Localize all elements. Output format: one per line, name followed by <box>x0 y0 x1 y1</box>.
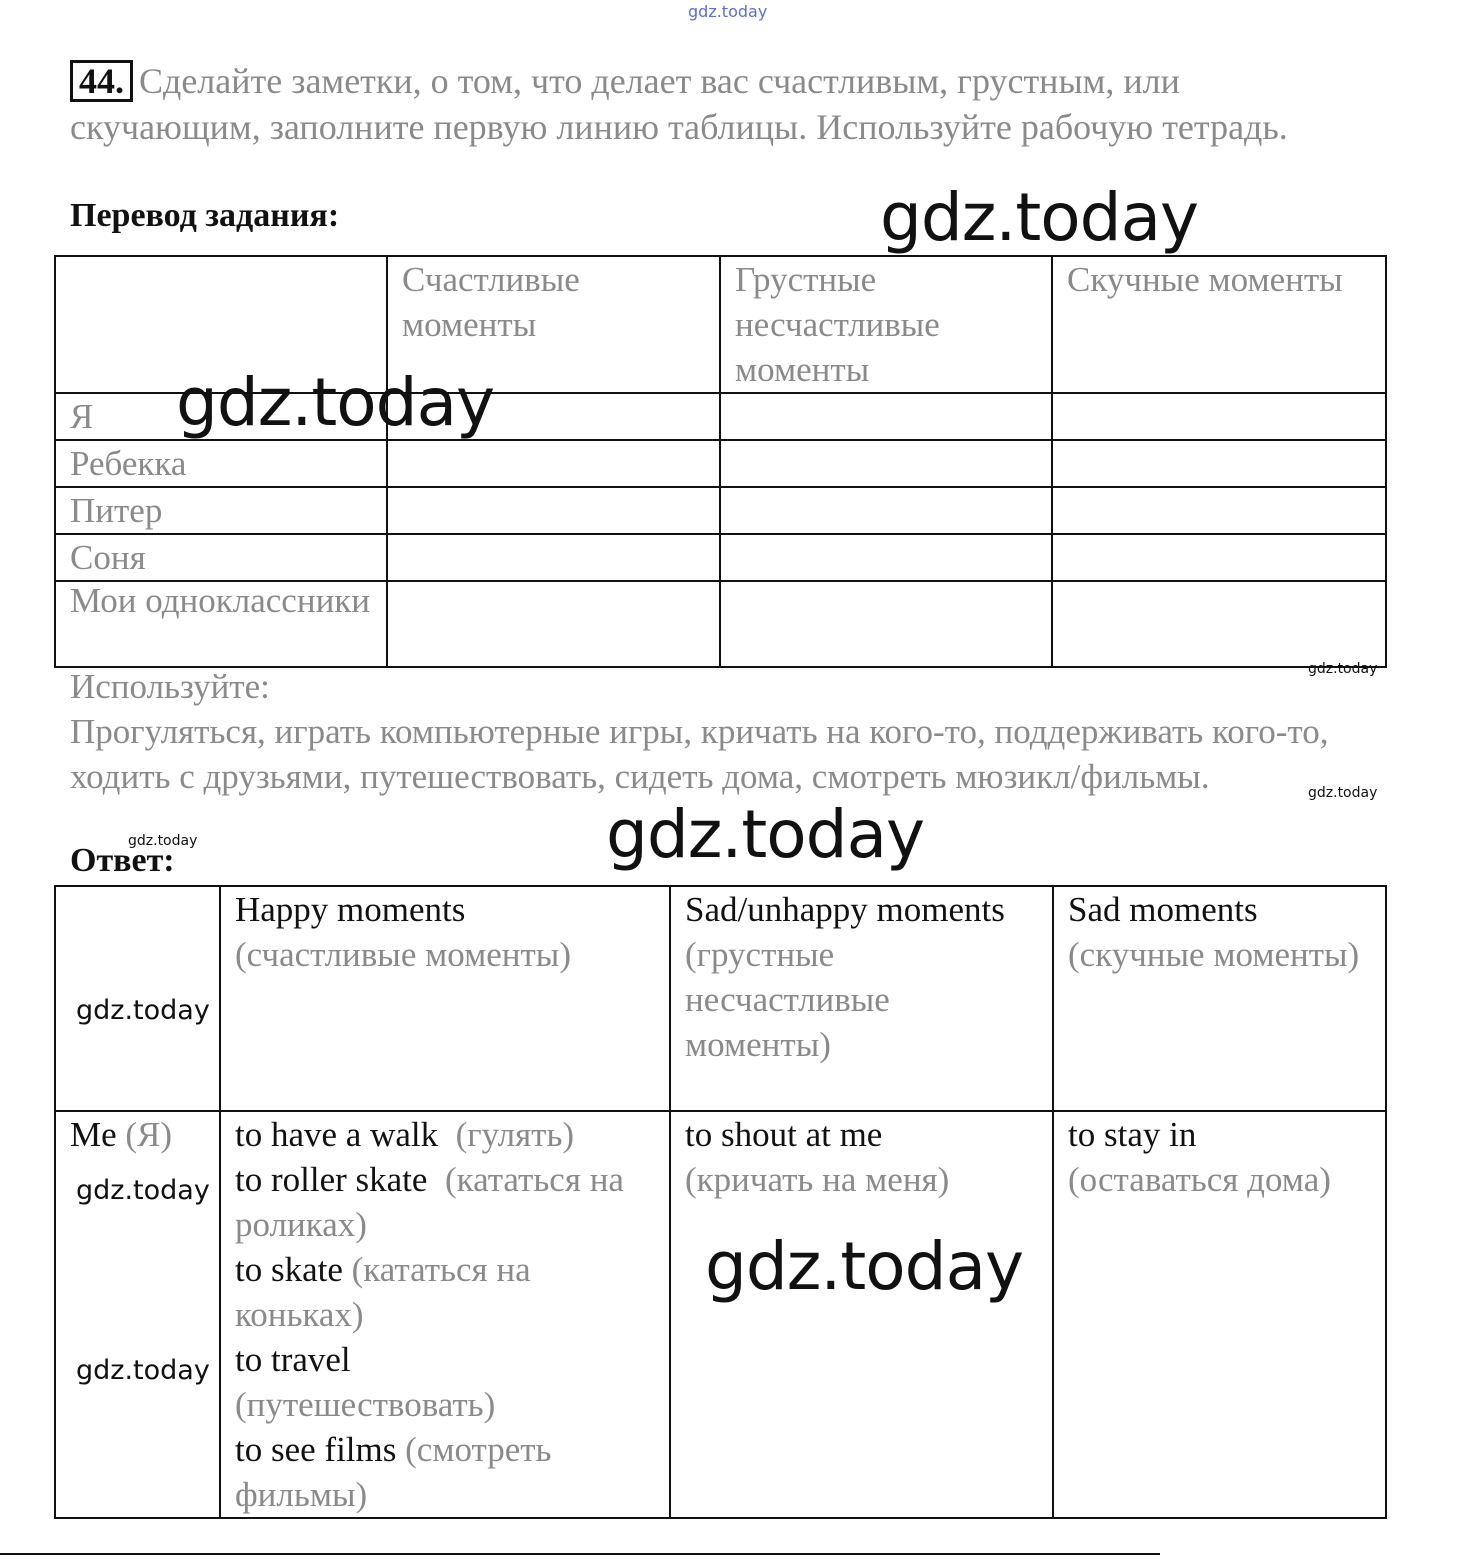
table-cell <box>1052 487 1386 534</box>
use-block <box>70 664 1370 799</box>
watermark-large: gdz.today <box>606 796 925 873</box>
table-cell <box>720 487 1052 534</box>
watermark-small: gdz.today <box>128 833 198 849</box>
task-number: 44. <box>70 60 133 102</box>
table-cell <box>720 581 1052 667</box>
table-cell <box>55 256 387 393</box>
header-happy-ru: (счастливые моменты) <box>235 935 571 974</box>
row-label: Ребекка <box>55 440 387 487</box>
phrase-en: to see films <box>235 1430 397 1469</box>
happy-cell <box>220 1111 670 1518</box>
table-cell <box>387 534 720 581</box>
phrase-ru: (оставаться дома) <box>1068 1160 1331 1199</box>
phrase-en: to travel <box>235 1340 351 1379</box>
translation-heading: Перевод задания: <box>70 197 340 234</box>
list-item <box>235 1427 655 1517</box>
task-statement <box>70 58 1370 150</box>
table-cell <box>720 440 1052 487</box>
row-label: Я <box>55 393 387 440</box>
phrase-en: to shout at me <box>685 1115 883 1154</box>
phrase-ru: (путешествовать) <box>235 1385 496 1424</box>
table-cell <box>1052 581 1386 667</box>
header-sad-en: Sad/unhappy moments <box>685 890 1005 929</box>
table-cell <box>1052 440 1386 487</box>
header-happy-en: Happy moments <box>235 890 466 929</box>
table-cell <box>1052 393 1386 440</box>
watermark-medium: gdz.today <box>76 1175 210 1206</box>
row-label: Соня <box>55 534 387 581</box>
table-row <box>55 440 1386 487</box>
phrase-en: to skate <box>235 1250 343 1289</box>
watermark-large: gdz.today <box>705 1228 1024 1305</box>
watermark-small: gdz.today <box>1308 785 1378 801</box>
phrase-en: to roller skate <box>235 1160 428 1199</box>
row-label: Питер <box>55 487 387 534</box>
phrase-ru: (кататься на коньках) <box>235 1250 531 1334</box>
table-row <box>55 534 1386 581</box>
header-sad-ru: (грустные несчастливые моменты) <box>685 935 890 1064</box>
header-bored-en: Sad moments <box>1068 890 1258 929</box>
table-cell <box>55 886 220 1111</box>
use-text: Прогуляться, играть компьютерные игры, кричать на кого-то, поддерживать кого-то, ходить с друзьями, путешествовать, сидеть дома, смотреть мюзикл/фильмы. <box>70 712 1329 796</box>
translation-table <box>54 255 1387 668</box>
table-cell <box>720 393 1052 440</box>
answer-heading: Ответ: <box>70 842 175 879</box>
header-bored <box>1053 886 1386 1111</box>
watermark-large: gdz.today <box>176 364 495 441</box>
watermark-large: gdz.today <box>880 179 1199 256</box>
watermark-top: gdz.today <box>688 2 768 21</box>
header-happy <box>220 886 670 1111</box>
table-header-cell: Счастливые моменты <box>387 256 720 393</box>
table-cell <box>387 581 720 667</box>
row-label-ru: (Я) <box>125 1115 173 1154</box>
header-sad <box>670 886 1053 1111</box>
phrase-en: to stay in <box>1068 1115 1197 1154</box>
phrase-ru: (кататься на роликах) <box>235 1160 624 1244</box>
answer-table <box>54 885 1387 1519</box>
list-item <box>235 1247 655 1337</box>
row-label-en: Me <box>70 1115 117 1154</box>
phrase-ru: (кричать на меня) <box>685 1160 950 1199</box>
watermark-small: gdz.today <box>1308 661 1378 677</box>
table-row <box>55 1111 1386 1518</box>
phrase-ru: (смотреть фильмы) <box>235 1430 552 1514</box>
sad-cell <box>670 1111 1053 1518</box>
table-cell <box>720 534 1052 581</box>
list-item <box>235 1112 655 1157</box>
table-header-row <box>55 256 1386 393</box>
phrase-en: to have a walk <box>235 1115 439 1154</box>
bored-cell <box>1053 1111 1386 1518</box>
table-row <box>55 393 1386 440</box>
table-cell <box>387 487 720 534</box>
table-cell <box>387 393 720 440</box>
table-header-row <box>55 886 1386 1111</box>
row-label <box>55 1111 220 1518</box>
phrase-ru: (гулять) <box>455 1115 575 1154</box>
row-label: Мои одноклассники <box>55 581 387 667</box>
task-text: Сделайте заметки, о том, что делает вас счастливым, грустным, или скучающим, заполните первую линию таблицы. Используйте рабочую тетрадь. <box>70 61 1288 147</box>
list-item <box>235 1337 655 1427</box>
table-cell <box>1052 534 1386 581</box>
table-header-cell: Скучные моменты <box>1052 256 1386 393</box>
use-label: Используйте: <box>70 667 270 706</box>
list-item <box>235 1157 655 1247</box>
bottom-rule <box>0 1553 1160 1555</box>
table-row <box>55 487 1386 534</box>
table-cell <box>387 440 720 487</box>
watermark-medium: gdz.today <box>76 1355 210 1386</box>
header-bored-ru: (скучные моменты) <box>1068 935 1360 974</box>
table-row <box>55 581 1386 667</box>
watermark-medium: gdz.today <box>76 995 210 1026</box>
table-header-cell: Грустные несчастливые моменты <box>720 256 1052 393</box>
